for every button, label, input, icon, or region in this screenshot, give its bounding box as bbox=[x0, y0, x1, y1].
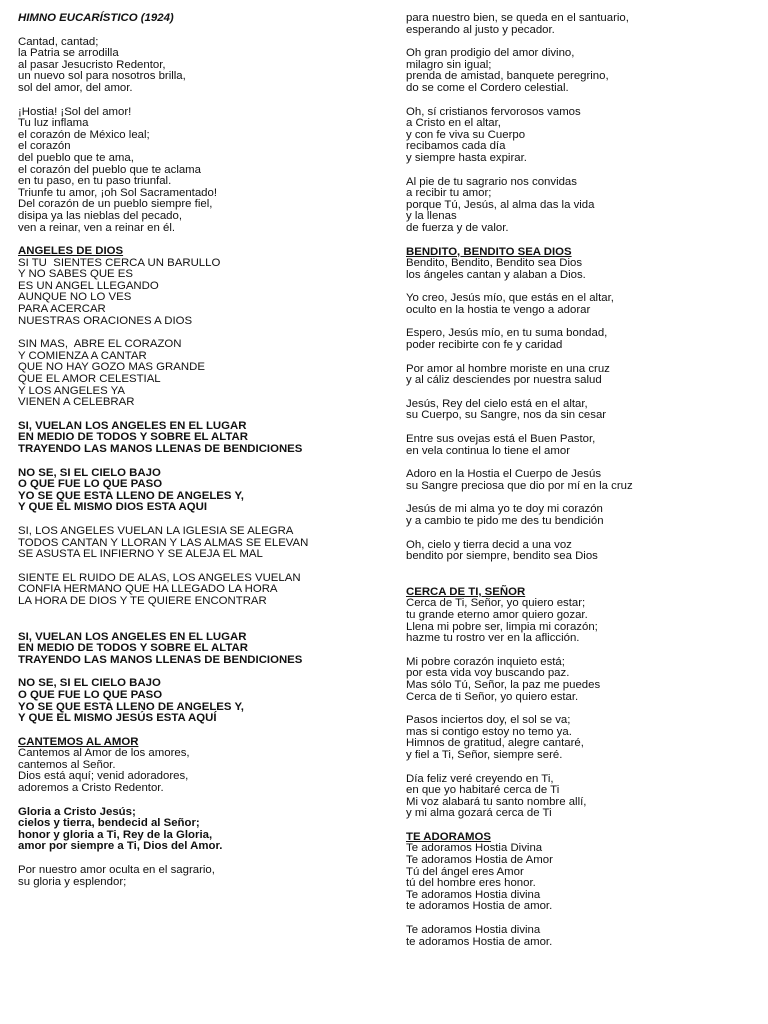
lyric-line: Mas sólo Tú, Señor, la paz me puedes bbox=[406, 678, 601, 691]
lyric-line: al pasar Jesucristo Redentor, bbox=[18, 58, 166, 71]
lyric-line: Mi pobre corazón inquieto está; bbox=[406, 655, 565, 668]
lyric-line: el corazón bbox=[18, 140, 71, 153]
stanza bbox=[18, 339, 388, 409]
lyric-line: y siempre hasta expirar. bbox=[406, 151, 527, 164]
lyric-line: a Cristo en el altar, bbox=[406, 117, 501, 130]
lyric-line: Y LOS ANGELES YA bbox=[18, 384, 126, 397]
stanza bbox=[406, 293, 756, 316]
lyric-line: SI TU SIENTES CERCA UN BARULLO bbox=[18, 256, 221, 269]
lyric-line: en tu paso, en tu paso triunfal. bbox=[18, 175, 172, 188]
lyric-line: cielos y tierra, bendecid al Señor; bbox=[18, 817, 200, 830]
lyric-line: Te adoramos Hostia Divina bbox=[406, 842, 543, 855]
lyric-line: Triunfe tu amor, ¡oh Sol Sacramentado! bbox=[18, 186, 218, 199]
stanza bbox=[406, 48, 756, 94]
lyric-line: tú del hombre eres honor. bbox=[406, 877, 536, 890]
lyric-line: Oh, sí cristianos fervorosos vamos bbox=[406, 105, 581, 118]
stanza bbox=[18, 107, 388, 235]
lyric-line: QUE EL AMOR CELESTIAL bbox=[18, 373, 161, 386]
lyric-line: te adoramos Hostia de amor. bbox=[406, 900, 553, 913]
lyric-line: a recibir tu amor; bbox=[406, 187, 492, 200]
lyric-line: Del corazón de un pueblo siempre fiel, bbox=[18, 198, 213, 211]
lyric-line: YO SE QUE ESTA LLENO DE ANGELES Y, bbox=[18, 489, 244, 502]
lyric-line: prenda de amistad, banquete peregrino, bbox=[406, 70, 609, 83]
stanza bbox=[406, 657, 756, 703]
stanza bbox=[18, 748, 388, 794]
lyric-line: el corazón de México leal; bbox=[18, 128, 150, 141]
section-te-adoramos bbox=[406, 832, 756, 913]
lyric-line: QUE NO HAY GOZO MAS GRANDE bbox=[18, 361, 205, 374]
lyric-line: NO SE, SI EL CIELO BAJO bbox=[18, 466, 161, 479]
lyric-line: del pueblo que te ama, bbox=[18, 151, 134, 164]
lyric-line: Bendito, Bendito, Bendito sea Dios bbox=[406, 257, 583, 270]
section-cerca-de-ti bbox=[406, 587, 756, 645]
lyric-line: Por amor al hombre moriste en una cruz bbox=[406, 362, 610, 375]
stanza bbox=[406, 925, 756, 948]
lyric-line: SE ASUSTA EL INFIERNO Y SE ALEJA EL MAL bbox=[18, 548, 263, 561]
lyric-line: Entre sus ovejas está el Buen Pastor, bbox=[406, 433, 596, 446]
lyric-line: Jesús, Rey del cielo está en el altar, bbox=[406, 397, 588, 410]
lyric-line: LA HORA DE DIOS Y TE QUIERE ENCONTRAR bbox=[18, 594, 267, 607]
section-angeles bbox=[18, 246, 388, 327]
lyric-line: Yo creo, Jesús mío, que estás en el altar, bbox=[406, 292, 614, 305]
chorus bbox=[18, 807, 388, 853]
lyric-line: Oh, cielo y tierra decid a una voz bbox=[406, 538, 572, 551]
lyric-line: Día feliz veré creyendo en Ti, bbox=[406, 772, 554, 785]
lyric-line: en vela continua lo tiene el amor bbox=[406, 444, 571, 457]
lyric-line: do se come el Cordero celestial. bbox=[406, 81, 569, 94]
lyric-line: Y QUE EL MISMO DIOS ESTA AQUI bbox=[18, 501, 208, 514]
stanza bbox=[406, 504, 756, 527]
lyric-line: te adoramos Hostia de amor. bbox=[406, 935, 553, 948]
stanza bbox=[18, 865, 388, 888]
lyric-line: Al pie de tu sagrario nos convidas bbox=[406, 175, 577, 188]
lyric-line: y a cambio te pido me des tu bendición bbox=[406, 515, 604, 527]
lyric-line: NO SE, SI EL CIELO BAJO bbox=[18, 677, 161, 690]
lyric-line: para nuestro bien, se queda en el santuario, bbox=[406, 12, 629, 24]
hymn-heading-te-adoramos: TE ADORAMOS bbox=[406, 830, 492, 843]
lyric-line: los ángeles cantan y alaban a Dios. bbox=[406, 268, 586, 281]
lyric-line: ven a reinar, ven a reinar en él. bbox=[18, 221, 176, 234]
stanza bbox=[18, 258, 388, 328]
lyric-line: TODOS CANTAN Y LLORAN Y LAS ALMAS SE ELEVAN bbox=[18, 536, 309, 549]
lyric-line: y con fe viva su Cuerpo bbox=[406, 128, 526, 141]
lyric-line: CONFIA HERMANO QUE HA LLEGADO LA HORA bbox=[18, 583, 278, 596]
lyric-line: el corazón del pueblo que te aclama bbox=[18, 163, 202, 176]
lyric-line: su Sangre preciosa que dio por mí en la cruz bbox=[406, 479, 633, 492]
lyric-line: Por nuestro amor oculta en el sagrario, bbox=[18, 864, 215, 877]
lyric-line: SIENTE EL RUIDO DE ALAS, LOS ANGELES VUELAN bbox=[18, 571, 301, 584]
lyric-line: ES UN ANGEL LLEGANDO bbox=[18, 279, 159, 292]
lyric-line: NUESTRAS ORACIONES A DIOS bbox=[18, 314, 193, 327]
lyric-line: oculto en la hostia te vengo a adorar bbox=[406, 303, 591, 316]
stanza bbox=[18, 573, 388, 608]
lyric-line: ¡Hostia! ¡Sol del amor! bbox=[18, 105, 132, 118]
lyric-line: bendito por siempre, bendito sea Dios bbox=[406, 550, 598, 563]
lyric-line: y fiel a Ti, Señor, siempre seré. bbox=[406, 748, 563, 761]
lyric-line: de fuerza y de valor. bbox=[406, 221, 509, 234]
left-column bbox=[18, 13, 388, 888]
lyric-line: cantemos al Señor. bbox=[18, 758, 116, 771]
lyric-line: su gloria y esplendor; bbox=[18, 875, 127, 888]
lyric-line: Llena mi pobre ser, limpia mi corazón; bbox=[406, 620, 598, 633]
stanza bbox=[406, 258, 756, 281]
lyric-line: Mi voz alabará tu santo nombre allí, bbox=[406, 795, 587, 808]
lyric-line: SI, VUELAN LOS ANGELES EN EL LUGAR bbox=[18, 419, 247, 432]
lyric-line: Oh gran prodigio del amor divino, bbox=[406, 47, 575, 60]
lyric-line: honor y gloria a Ti, Rey de la Gloria, bbox=[18, 828, 213, 841]
lyric-line: porque Tú, Jesús, al alma das la vida bbox=[406, 198, 595, 211]
stanza bbox=[406, 715, 756, 761]
stanza bbox=[18, 37, 388, 95]
lyric-line: en que yo habitaré cerca de Ti bbox=[406, 784, 560, 797]
section-bendito bbox=[406, 247, 756, 282]
stanza bbox=[406, 774, 756, 820]
lyric-line: Y QUE EL MISMO JESÚS ESTA AQUÍ bbox=[18, 712, 217, 725]
lyric-line: AUNQUE NO LO VES bbox=[18, 291, 132, 304]
stanza bbox=[406, 364, 756, 387]
lyric-line: adoremos a Cristo Redentor. bbox=[18, 782, 164, 795]
stanza bbox=[406, 107, 756, 165]
lyric-line: recibamos cada día bbox=[406, 140, 506, 153]
stanza bbox=[406, 843, 756, 913]
lyric-line: Espero, Jesús mío, en tu suma bondad, bbox=[406, 327, 608, 340]
right-column bbox=[406, 13, 756, 948]
lyric-line: Y NO SABES QUE ES bbox=[18, 268, 134, 281]
lyric-line: amor por siempre a Ti, Dios del Amor. bbox=[18, 840, 223, 853]
lyric-line: un nuevo sol para nosotros brilla, bbox=[18, 70, 186, 83]
lyric-line: O QUE FUE LO QUE PASO bbox=[18, 478, 163, 491]
lyric-line: Pasos inciertos doy, el sol se va; bbox=[406, 714, 571, 727]
section-cantemos bbox=[18, 737, 388, 795]
lyric-line: poder recibirte con fe y caridad bbox=[406, 339, 563, 352]
lyric-line: Tú del ángel eres Amor bbox=[406, 865, 524, 878]
lyric-line: Dios está aquí; venid adoradores, bbox=[18, 770, 189, 783]
chorus bbox=[18, 632, 388, 667]
lyric-line: YO SE QUE ESTA LLENO DE ANGELES Y, bbox=[18, 700, 244, 713]
lyric-line: EN MEDIO DE TODOS Y SOBRE EL ALTAR bbox=[18, 431, 248, 444]
lyric-line: SI, LOS ANGELES VUELAN LA IGLESIA SE ALEGRA bbox=[18, 524, 294, 537]
stanza bbox=[406, 598, 756, 644]
stanza bbox=[406, 399, 756, 422]
lyric-line: Cantemos al Amor de los amores, bbox=[18, 747, 190, 760]
lyric-line: Te adoramos Hostia divina bbox=[406, 888, 541, 901]
stanza bbox=[406, 13, 756, 36]
stanza bbox=[406, 469, 756, 492]
lyric-line: Cerca de Ti, Señor, yo quiero estar; bbox=[406, 597, 586, 610]
stanza bbox=[406, 434, 756, 457]
hymn-heading-cerca-de-ti: CERCA DE TI, SEÑOR bbox=[406, 585, 526, 598]
lyric-line: Jesús de mi alma yo te doy mi corazón bbox=[406, 503, 603, 516]
stanza bbox=[406, 540, 756, 563]
lyric-line: su Cuerpo, su Sangre, nos da sin cesar bbox=[406, 409, 607, 422]
lyric-line: O QUE FUE LO QUE PASO bbox=[18, 688, 163, 701]
chorus bbox=[18, 421, 388, 456]
lyric-line: Gloria a Cristo Jesús; bbox=[18, 805, 136, 818]
lyric-line: y al cáliz desciendes por nuestra salud bbox=[406, 374, 602, 387]
lyric-line: SIN MAS, ABRE EL CORAZON bbox=[18, 338, 182, 351]
lyric-line: y la llenas bbox=[406, 210, 457, 223]
stanza bbox=[406, 177, 756, 235]
lyric-line: TRAYENDO LAS MANOS LLENAS DE BENDICIONES bbox=[18, 653, 303, 666]
lyric-line: sol del amor, del amor. bbox=[18, 81, 133, 94]
lyric-line: Te adoramos Hostia divina bbox=[406, 924, 541, 937]
stanza bbox=[406, 328, 756, 351]
hymn-heading-angeles-de-dios: ANGELES DE DIOS bbox=[18, 245, 124, 258]
lyric-line: mas si contigo estoy no temo ya. bbox=[406, 725, 572, 738]
lyric-line: milagro sin igual; bbox=[406, 58, 492, 71]
hymn-heading-cantemos-al-amor: CANTEMOS AL AMOR bbox=[18, 735, 139, 748]
hymn-heading-bendito: BENDITO, BENDITO SEA DIOS bbox=[406, 245, 572, 258]
stanza bbox=[18, 526, 388, 561]
lyric-line: EN MEDIO DE TODOS Y SOBRE EL ALTAR bbox=[18, 642, 248, 655]
lyric-line: tu grande eterno amor quiero gozar. bbox=[406, 608, 588, 621]
lyric-line: la Patria se arrodilla bbox=[18, 47, 119, 60]
lyric-line: Cerca de ti Señor, yo quiero estar. bbox=[406, 690, 579, 703]
lyric-line: Y COMIENZA A CANTAR bbox=[18, 349, 147, 362]
lyric-line: Himnos de gratitud, alegre cantaré, bbox=[406, 737, 584, 750]
lyric-line: por esta vida voy buscando paz. bbox=[406, 667, 570, 680]
hymn-title-himno-eucaristico: HIMNO EUCARÍSTICO (1924) bbox=[18, 12, 174, 24]
lyric-line: Tu luz inflama bbox=[18, 117, 89, 130]
lyric-line: hazme tu rostro ver en la aflicción. bbox=[406, 632, 580, 645]
lyric-line: SI, VUELAN LOS ANGELES EN EL LUGAR bbox=[18, 630, 247, 643]
lyric-line: disipa ya las nieblas del pecado, bbox=[18, 209, 183, 222]
lyric-line: PARA ACERCAR bbox=[18, 303, 106, 316]
lyric-line: VIENEN A CELEBRAR bbox=[18, 396, 135, 409]
lyric-line: Adoro en la Hostia el Cuerpo de Jesús bbox=[406, 468, 602, 481]
lyric-line: y mi alma gozará cerca de Ti bbox=[406, 807, 552, 820]
lyric-line: Cantad, cantad; bbox=[18, 35, 99, 48]
chorus bbox=[18, 468, 388, 514]
lyric-line: esperando al justo y pecador. bbox=[406, 23, 555, 36]
lyric-line: Te adoramos Hostia de Amor bbox=[406, 854, 553, 867]
chorus bbox=[18, 678, 388, 724]
lyric-line: TRAYENDO LAS MANOS LLENAS DE BENDICIONES bbox=[18, 443, 303, 455]
